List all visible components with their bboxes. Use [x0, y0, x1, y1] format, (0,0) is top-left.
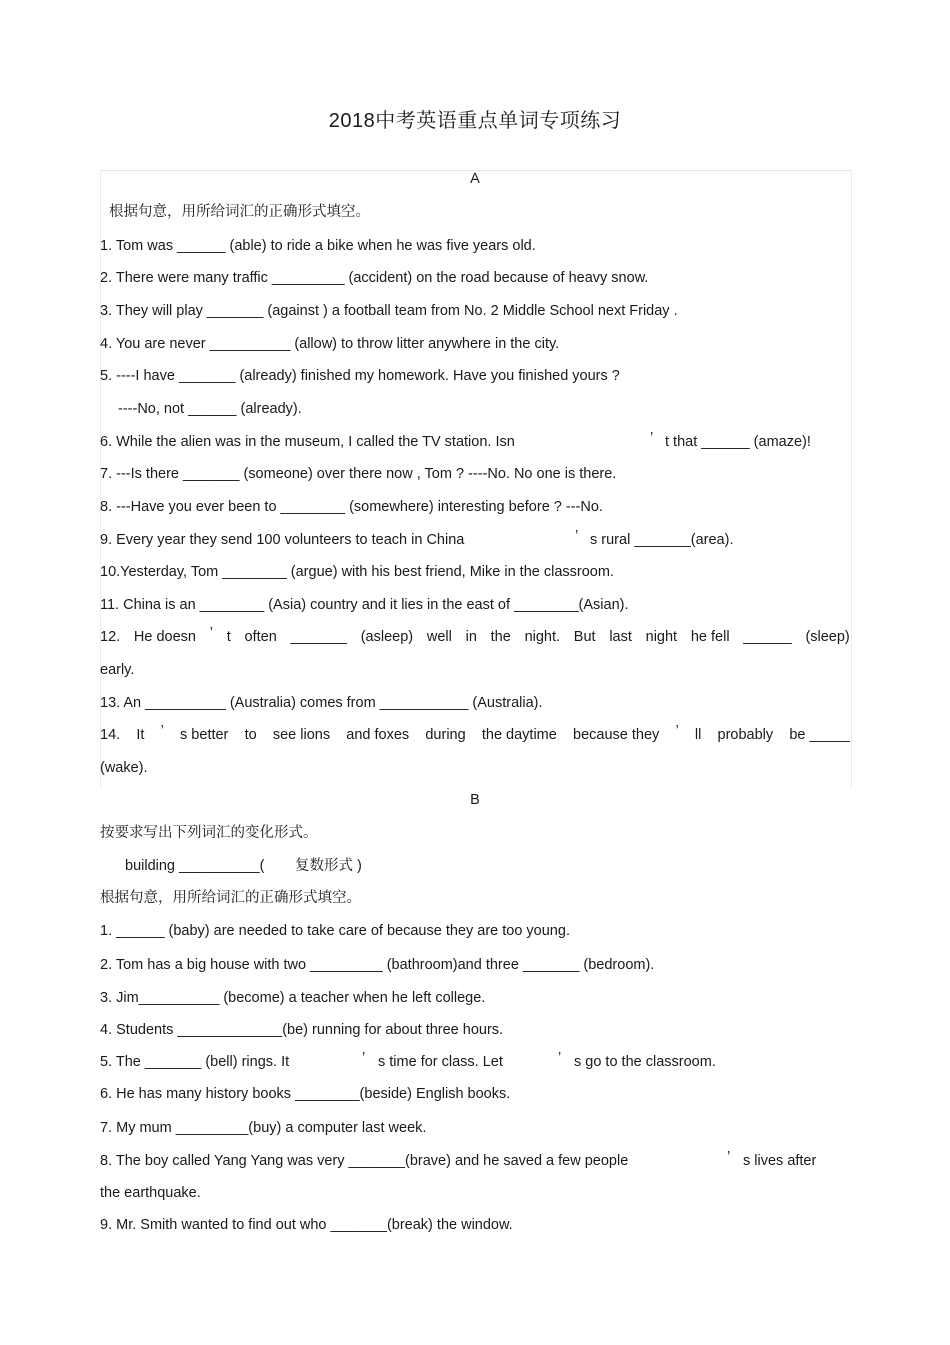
q14-word: probably [717, 727, 774, 743]
page-title: 2018中考英语重点单词专项练习 [328, 110, 622, 132]
q14-word: s better [180, 727, 229, 743]
q12-word: night. [524, 629, 561, 645]
question-b-8: 8. The boy called Yang Yang was very _______(brave) and he saved a few people [100, 1153, 629, 1169]
question-a-13: 13. An __________ (Australia) comes from ___________ (Australia). [100, 695, 543, 711]
apostrophe: ’ [727, 1149, 731, 1165]
question-b-1: 1. ______ (baby) are needed to take care of because they are too young. [100, 923, 570, 939]
question-b-5-end: s go to the classroom. [574, 1054, 716, 1070]
section-a-instruction: 根据句意，用所给词汇的正确形式填空。 [109, 204, 370, 220]
q12-word: _______ [290, 629, 347, 645]
q14-word: because they [573, 727, 660, 743]
q14-word: be _____ [789, 727, 850, 743]
q12-word: 12. [100, 629, 121, 645]
q12-word: (sleep) [805, 629, 850, 645]
question-b-6: 6. He has many history books ________(beside) English books. [100, 1086, 511, 1102]
question-a-8: 8. ---Have you ever been to ________ (somewhere) interesting before ? ---No. [100, 499, 603, 515]
q12-word: the [490, 629, 511, 645]
q12-word: He doesn [133, 629, 196, 645]
building-exercise-hint: 复数形式 ) [295, 858, 362, 874]
q14-word: the daytime [481, 727, 557, 743]
q14-word: and foxes [346, 727, 410, 743]
q12-word: often [244, 629, 277, 645]
question-b-8-cont: the earthquake. [100, 1185, 201, 1201]
question-a-9: 9. Every year they send 100 volunteers to teach in China [100, 532, 465, 548]
question-a-14 [100, 723, 850, 744]
question-b-5: 5. The _______ (bell) rings. It [100, 1054, 290, 1070]
apostrophe: ’ [575, 528, 579, 544]
question-a-12 [100, 625, 850, 646]
question-b-3: 3. Jim__________ (become) a teacher when he left college. [100, 990, 486, 1006]
question-b-9: 9. Mr. Smith wanted to find out who _______(break) the window. [100, 1217, 513, 1233]
question-a-6: 6. While the alien was in the museum, I called the TV station. Isn [100, 434, 515, 450]
q14-word: It [136, 727, 145, 743]
q14-word: ’ [160, 723, 164, 739]
q14-word: ll [694, 727, 702, 743]
q12-word: But [573, 629, 596, 645]
section-b-label: B [470, 792, 480, 808]
question-b-7: 7. My mum _________(buy) a computer last week. [100, 1120, 427, 1136]
q12-word: ______ [743, 629, 792, 645]
question-a-4: 4. You are never __________ (allow) to throw litter anywhere in the city. [100, 336, 560, 352]
section-b-instruction-2: 根据句意，用所给词汇的正确形式填空。 [100, 890, 361, 906]
question-b-5-mid: s time for class. Let [378, 1054, 503, 1070]
apostrophe: ’ [650, 430, 654, 446]
q14-word: 14. [100, 727, 121, 743]
q12-word: t [226, 629, 231, 645]
q14-word: to [244, 727, 257, 743]
q12-word: in [465, 629, 477, 645]
q12-word: well [426, 629, 452, 645]
question-a-1: 1. Tom was ______ (able) to ride a bike when he was five years old. [100, 238, 536, 254]
apostrophe: ’ [362, 1050, 366, 1066]
q12-word: ’ [209, 625, 213, 641]
q12-word: last [609, 629, 632, 645]
question-a-10: 10.Yesterday, Tom ________ (argue) with his best friend, Mike in the classroom. [100, 564, 614, 580]
question-a-14-cont: (wake). [100, 760, 148, 776]
q14-word: see lions [272, 727, 331, 743]
question-b-2: 2. Tom has a big house with two _________ (bathroom)and three _______ (bedroom). [100, 957, 655, 973]
q12-word: night [645, 629, 678, 645]
question-b-8-end: s lives after [743, 1153, 817, 1169]
section-b-instruction-1: 按要求写出下列词汇的变化形式。 [100, 825, 318, 841]
q14-word: ’ [675, 723, 679, 739]
q14-word: during [425, 727, 466, 743]
building-exercise: building __________( [125, 858, 265, 874]
question-a-7: 7. ---Is there _______ (someone) over there now , Tom ? ----No. No one is there. [100, 466, 617, 482]
q12-word: he fell [690, 629, 730, 645]
question-a-2: 2. There were many traffic _________ (accident) on the road because of heavy snow. [100, 270, 649, 286]
question-b-4: 4. Students _____________(be) running for about three hours. [100, 1022, 504, 1038]
question-a-11: 11. China is an ________ (Asia) country and it lies in the east of ________(Asian). [100, 597, 629, 613]
question-a-5-reply: ----No, not ______ (already). [118, 401, 302, 417]
q12-word: (asleep) [360, 629, 414, 645]
question-a-3: 3. They will play _______ (against ) a football team from No. 2 Middle School next Friday . [100, 303, 678, 319]
question-a-5: 5. ----I have _______ (already) finished my homework. Have you finished yours ? [100, 368, 620, 384]
apostrophe: ’ [558, 1050, 562, 1066]
question-a-6-end: t that ______ (amaze)! [665, 434, 811, 450]
question-a-12-cont: early. [100, 662, 135, 678]
question-a-9-end: s rural _______(area). [590, 532, 734, 548]
section-a-label: A [470, 171, 480, 187]
